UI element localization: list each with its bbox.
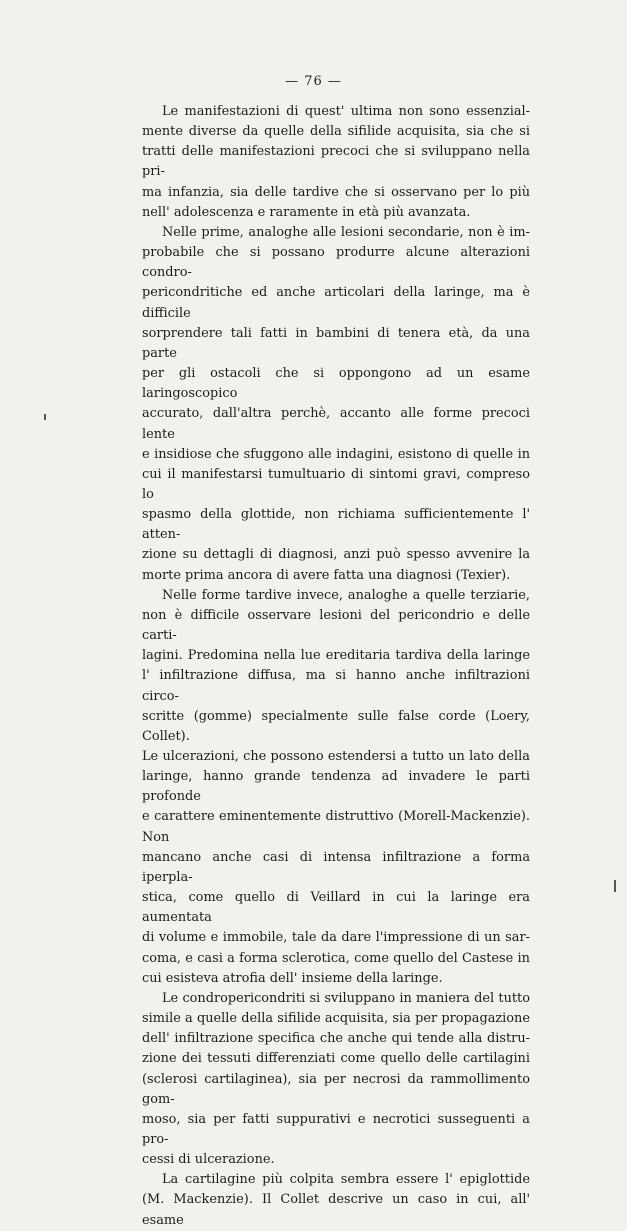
- text-line: per gli ostacoli che si oppongono ad un esame laringoscopico: [142, 366, 530, 402]
- margin-speck: [44, 414, 46, 420]
- paragraph-4: [142, 989, 530, 1170]
- margin-speck: [614, 880, 616, 892]
- text-line: sorprendere tali fatti in bambini di tenera età, da una parte: [142, 325, 530, 361]
- text-line: scritte (gomme) specialmente sulle false corde (Loery, Collet).: [142, 708, 530, 744]
- page-number: — 76 —: [285, 74, 342, 89]
- text-line: moso, sia per fatti suppurativi e necrotici susseguenti a pro-: [142, 1111, 530, 1147]
- text-line: di volume e immobile, tale da dare l'impressione di un sar-: [142, 930, 530, 946]
- paragraph-1: [142, 102, 530, 223]
- text-line: laringe, hanno grande tendenza ad invadere le parti profonde: [142, 769, 530, 805]
- paragraph-3: [142, 586, 530, 989]
- text-line: cessi di ulcerazione.: [142, 1152, 275, 1168]
- text-line: ma infanzia, sia delle tardive che si osservano per lo più: [142, 184, 530, 200]
- text-line: (M. Mackenzie). Il Collet descrive un caso in cui, all' esame: [142, 1192, 530, 1228]
- paragraph-2: [142, 223, 530, 586]
- text-line: l' infiltrazione diffusa, ma si hanno anche infiltrazioni circo-: [142, 668, 530, 704]
- text-line: cui esisteva atrofia dell' insieme della laringe.: [142, 970, 443, 986]
- text-line: spasmo della glottide, non richiama sufficientemente l' atten-: [142, 507, 530, 543]
- text-line: cui il manifestarsi tumultuario di sintomi gravi, compreso lo: [142, 466, 530, 502]
- text-line: zione su dettagli di diagnosi, anzi può spesso avvenire la: [142, 547, 530, 563]
- text-line: (sclerosi cartilaginea), sia per necrosi da rammollimento gom-: [142, 1071, 530, 1107]
- text-line: Le ulcerazioni, che possono estendersi a tutto un lato della: [142, 749, 530, 764]
- paragraph-5: [142, 1170, 530, 1230]
- text-line: Le manifestazioni di quest' ultima non sono essenzial-: [162, 104, 530, 119]
- text-line: morte prima ancora di avere fatta una diagnosi (Texier).: [142, 567, 511, 583]
- text-line: La cartilagine più colpita sembra essere l' epiglottide: [162, 1172, 530, 1188]
- text-line: e carattere eminentemente distruttivo (Morell-Mackenzie). Non: [142, 809, 530, 845]
- text-line: Nelle forme tardive invece, analoghe a quelle terziarie,: [162, 587, 530, 603]
- text-line: pericondritiche ed anche articolari della laringe, ma è difficile: [142, 285, 530, 321]
- text-line: stica, come quello di Veillard in cui la laringe era aumentata: [142, 890, 530, 926]
- text-line: mancano anche casi di intensa infiltrazione a forma iperpla-: [142, 849, 530, 885]
- text-line: lagini. Predomina nella lue ereditaria tardiva della laringe: [142, 648, 530, 664]
- text-line: nell' adolescenza e raramente in età più avanzata.: [142, 204, 471, 220]
- text-line: probabile che si possano produrre alcune alterazioni condro-: [142, 245, 530, 281]
- text-line: Nelle prime, analoghe alle lesioni secondarie, non è im-: [162, 224, 530, 240]
- text-line: coma, e casi a forma sclerotica, come quello del Castese in: [142, 950, 530, 966]
- text-line: zione dei tessuti differenziati come quello delle cartilagini: [142, 1051, 530, 1067]
- text-line: simile a quelle della sifilide acquisita, sia per propagazione: [142, 1011, 530, 1027]
- text-line: mente diverse da quelle della sifilide acquisita, sia che si: [142, 124, 530, 140]
- body-text: [142, 102, 530, 1231]
- text-line: dell' infiltrazione specifica che anche qui tende alla distru-: [142, 1031, 530, 1047]
- text-line: Le condropericondriti si sviluppano in maniera del tutto: [162, 990, 530, 1006]
- text-line: accurato, dall'altra perchè, accanto alle forme precoci lente: [142, 406, 530, 442]
- text-line: tratti delle manifestazioni precoci che si sviluppano nella pri-: [142, 144, 530, 180]
- text-line: e insidiose che sfuggono alle indagini, esistono di quelle in: [142, 446, 530, 462]
- text-line: non è difficile osservare lesioni del pericondrio e delle carti-: [142, 607, 530, 644]
